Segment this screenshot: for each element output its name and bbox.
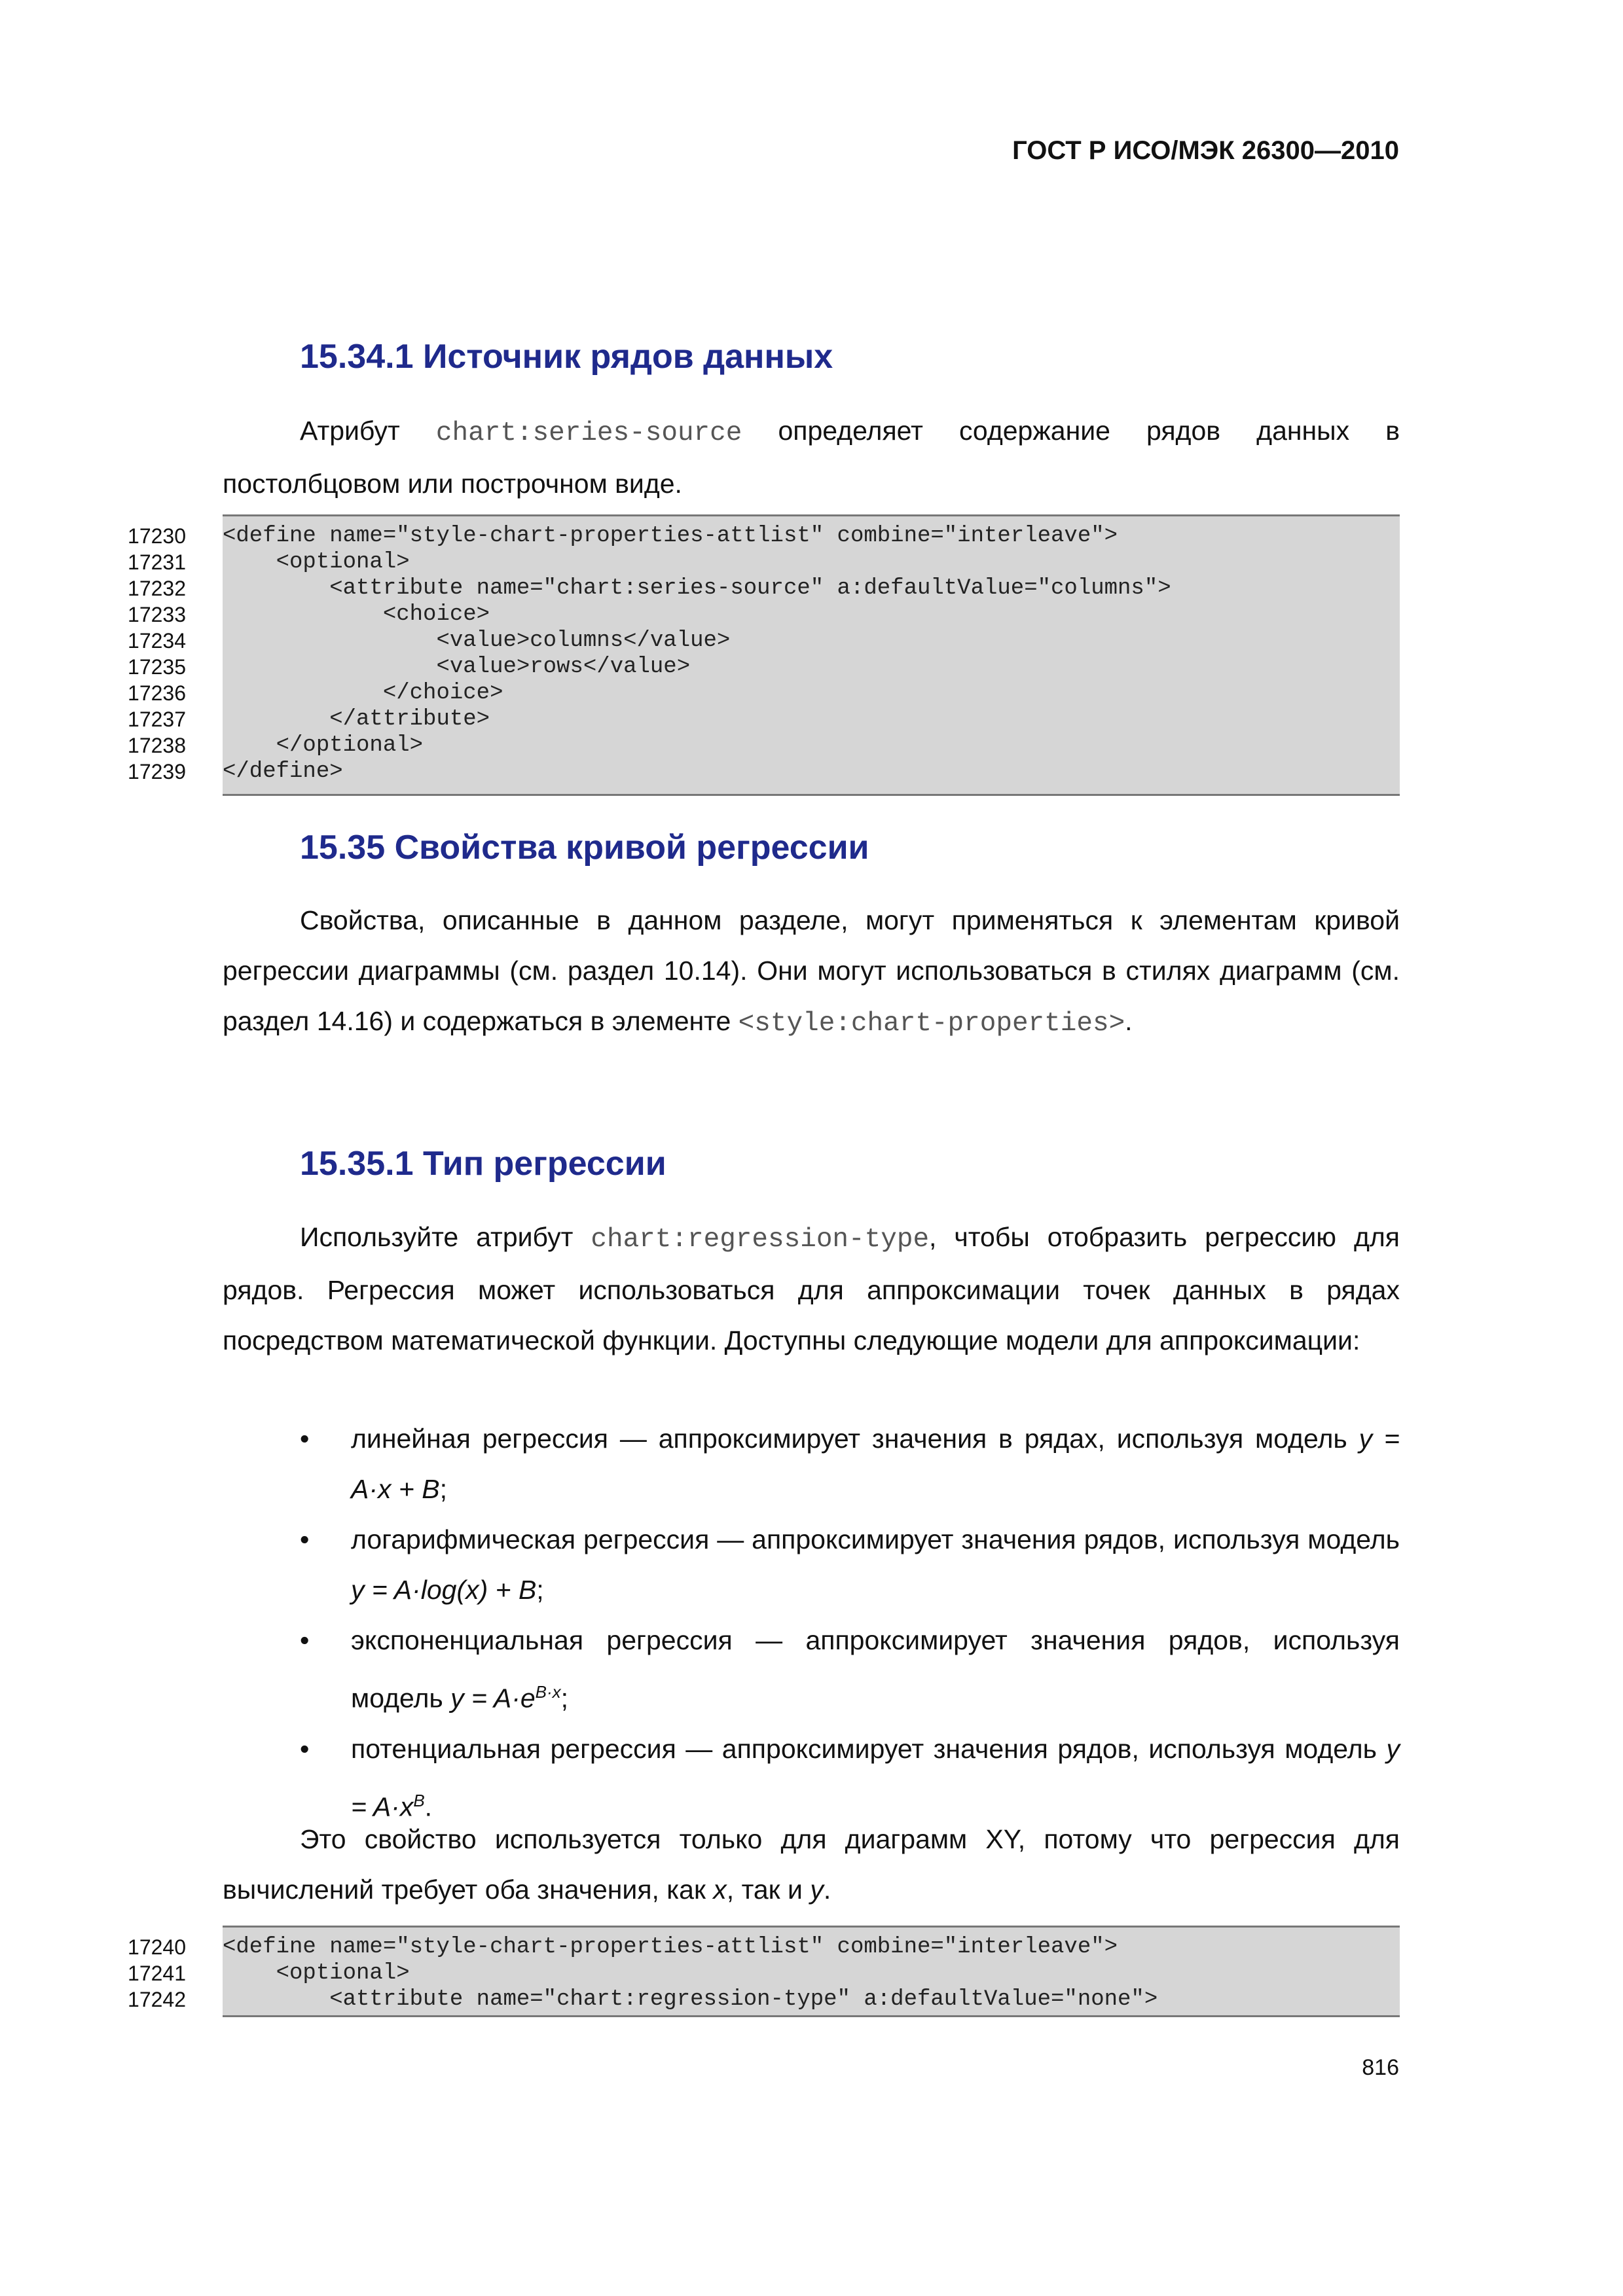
paragraph-xy-note: Это свойство используется только для диаграмм XY, потому что регрессия для вычислений требует оба значения, как x, так и y. (223, 1824, 1400, 1905)
paragraph-text: Свойства, описанные в данном разделе, могут применяться к элементам кривой регрессии диаграммы (см. раздел 10.14). Они могут использоваться в стилях диаграмм (см. раздел 14.16) и содержаться в элементе (223, 905, 1400, 1036)
code-text: <value>columns</value> (223, 628, 731, 653)
paragraph-text: Используйте атрибут (300, 1222, 591, 1252)
code-text: <attribute name="chart:series-source" a:defaultValue="columns"> (223, 576, 1171, 601)
list-item: • экспоненциальная регрессия — аппроксимирует значения рядов, используя модель $y = A\cdot e^{B\cdot x}$; (300, 1615, 1400, 1724)
formula: y = A·x (351, 1733, 1400, 1822)
code-line (128, 706, 1400, 732)
code-line (128, 628, 1400, 654)
code-text: <optional> (223, 550, 410, 575)
code-line (128, 1960, 1400, 1986)
paragraph-series-source (223, 406, 1400, 509)
code-line (128, 601, 1400, 628)
code-text: <optional> (223, 1961, 410, 1986)
paragraph-text: . (1125, 1006, 1133, 1036)
code-line (128, 549, 1400, 575)
code-line (128, 575, 1400, 601)
code-line (128, 680, 1400, 706)
code-text: </define> (223, 759, 343, 784)
code-text: <define name="style-chart-properties-attlist" combine="interleave"> (223, 524, 1118, 548)
inline-code: <style:chart-properties> (738, 1009, 1125, 1039)
paragraph-regression-type (223, 1212, 1400, 1366)
line-number: 17241 (128, 1962, 186, 1985)
line-number: 17239 (128, 760, 186, 783)
paragraph-text: определяет содержание рядов данных в постолбцовом или построчном виде. (223, 416, 1400, 499)
code-line (128, 1986, 1400, 2013)
line-number: 17242 (128, 1988, 186, 2011)
formula: y = A·log(x) + B (351, 1575, 537, 1605)
regression-models-list (300, 1414, 1400, 1832)
code-line (128, 1934, 1400, 1960)
line-number: 17236 (128, 681, 186, 705)
formula: y = A·e (450, 1683, 536, 1713)
code-line (128, 654, 1400, 680)
code-line (128, 523, 1400, 549)
line-number: 17240 (128, 1935, 186, 1959)
section-heading-15-35: 15.35 Свойства кривой регрессии (300, 829, 869, 867)
formula-exponent: B (413, 1790, 425, 1810)
line-number: 17231 (128, 550, 186, 574)
formula-exponent: B·x (535, 1682, 561, 1702)
code-text: </optional> (223, 733, 424, 758)
section-heading-15-35-1: 15.35.1 Тип регрессии (300, 1145, 666, 1183)
code-line (128, 759, 1400, 785)
page-number: 816 (1362, 2055, 1399, 2080)
var-y: y (810, 1874, 824, 1905)
bullet-icon: • (300, 1524, 310, 1554)
code-text: </attribute> (223, 707, 490, 732)
code-text: <define name="style-chart-properties-attlist" combine="interleave"> (223, 1935, 1118, 1960)
line-number: 17233 (128, 603, 186, 626)
code-text: <attribute name="chart:regression-type" a:defaultValue="none"> (223, 1987, 1158, 2012)
inline-code: chart:regression-type (591, 1225, 930, 1255)
code-block-regression-type (128, 1926, 1400, 2017)
inline-code: chart:series-source (435, 418, 742, 448)
formula: y = A·x + B (351, 1424, 1400, 1504)
section-heading-15-34-1: 15.34.1 Источник рядов данных (300, 338, 833, 376)
code-text: <choice> (223, 602, 490, 627)
line-number: 17230 (128, 524, 186, 548)
list-item: • линейная регрессия — аппроксимирует значения в рядах, используя модель y = A·x + B; (300, 1414, 1400, 1515)
list-item: • потенциальная регрессия — аппроксимирует значения рядов, используя модель $y = A\cdot x^B$. (300, 1724, 1400, 1833)
var-x: x (713, 1874, 727, 1905)
paragraph-text: Атрибут (300, 416, 436, 446)
bullet-icon: • (300, 1733, 310, 1764)
line-number: 17238 (128, 734, 186, 757)
code-text: </choice> (223, 681, 503, 706)
bullet-icon: • (300, 1625, 310, 1655)
paragraph-text: , чтобы отобразить регрессию для рядов. Регрессия может использоваться для аппроксимации точек данных в рядах посредством математической функции. Доступны следующие модели для аппроксимации: (223, 1222, 1400, 1355)
line-number: 17237 (128, 708, 186, 731)
code-text: <value>rows</value> (223, 655, 691, 679)
line-number: 17234 (128, 629, 186, 653)
bullet-icon: • (300, 1424, 310, 1454)
line-number: 17235 (128, 655, 186, 679)
code-block-series-source (128, 514, 1400, 796)
code-line (128, 732, 1400, 759)
list-item: • логарифмическая регрессия — аппроксимирует значения рядов, используя модель y = A·log(x) + B; (300, 1515, 1400, 1615)
line-number: 17232 (128, 577, 186, 600)
document-header: ГОСТ Р ИСО/МЭК 26300—2010 (1012, 136, 1399, 165)
paragraph-regression-properties (223, 895, 1400, 1049)
